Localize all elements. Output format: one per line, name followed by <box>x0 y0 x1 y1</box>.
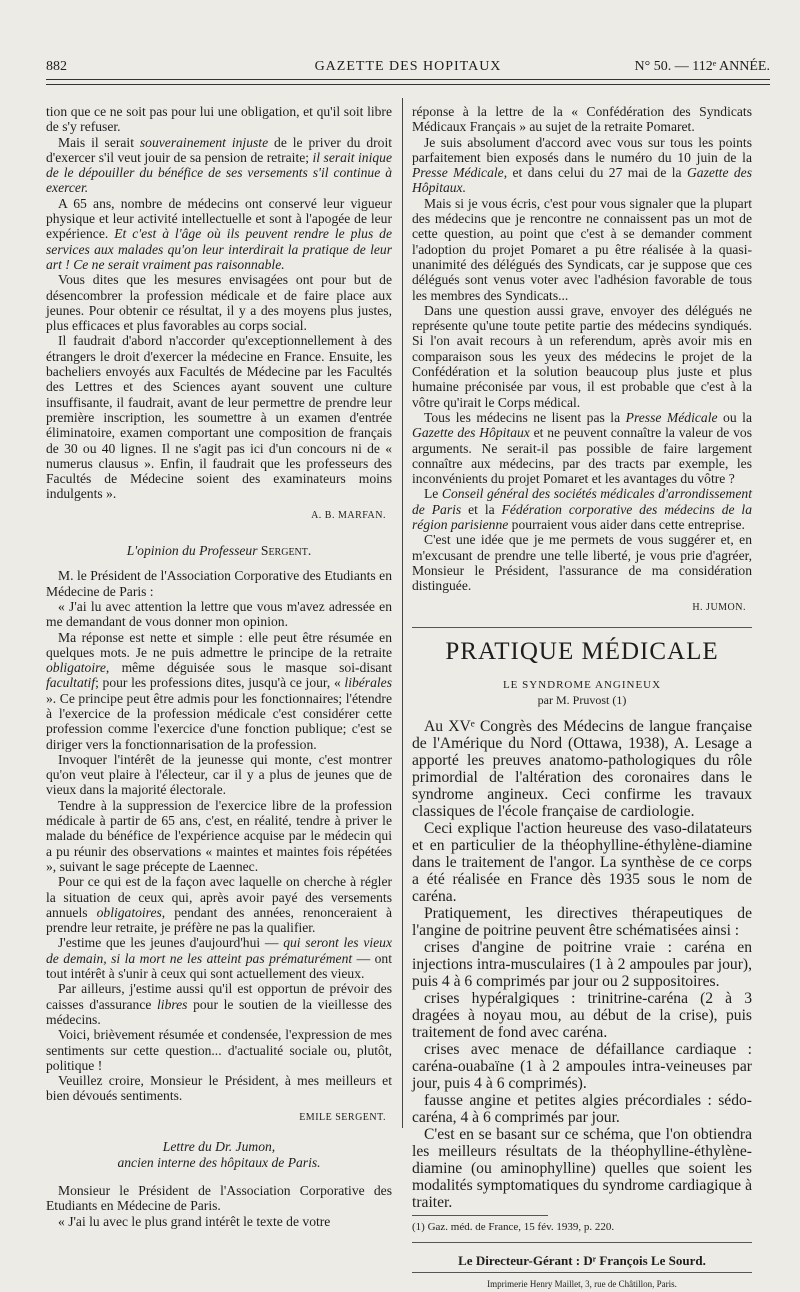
paragraph: A 65 ans, nombre de médecins ont conservé leur vigueur physique et leur activité intellectuelle et sont à l'apogée de leur expérience. Et c'est à l'âge où ils peuvent rendre le plus de services aux malades qu'on leur interdirait la pratique de leur art ! Ce ne serait vraiment pas raisonnable. <box>46 195 392 272</box>
paragraph: C'est une idée que je me permets de vous suggérer et, en m'excusant de prendre une telle liberté, je vous prie d'agréer, Monsieur le Président, l'assurance de ma considération distinguée. <box>412 532 752 594</box>
paragraph: Vous dites que les mesures envisagées ont pour but de désencombrer la profession médicale et de faire place aux jeunes. Pour obtenir ce résultat, il y a des moyens plus justes, plus efficaces et plus favorables au corps social. <box>46 272 392 334</box>
paragraph: Tendre à la suppression de l'exercice libre de la profession médicale à partir de 65 ans, c'est, en réalité, tendre à priver le malade du bénéfice de l'expérience acquise par le médecin qui a pu réunir des observations « maintes et maintes fois répétées », suivant le sage précepte de Laennec. <box>46 797 392 874</box>
paragraph: Mais si je vous écris, c'est pour vous signaler que la plupart des médecins que je rencontre ne connaissent pas un mot de cette question, au point que c'est à se demander comment l'adoption du projet Pomaret a pu être réalisée à la quasi-unanimité des délégués des Syndicats, car je suppose que ces délégués sont venus voter avec l'adhésion favorable de tous les membres des Syndicats... <box>412 195 752 303</box>
paragraph: crises d'angine de poitrine vraie : caréna en injections intra-musculaires (1 à 2 ampoules par jour), puis 4 à 6 comprimés par jour ou 2 suppositoires. <box>412 939 752 991</box>
header-rule-bottom <box>46 84 770 85</box>
left-column <box>46 104 392 1229</box>
paragraph: Par ailleurs, j'estime aussi qu'il est opportun de prévoir des caisses d'assurance libres pour le soutien de la vieillesse des médecins. <box>46 981 392 1027</box>
paragraph: Ma réponse est nette et simple : elle peut être résumée en quelques mots. Je ne puis admettre le principe de la retraite obligatoire, même déguisée sous le masque soi-disant facultatif; pour les professions dites, jusqu'à ce jour, « libérales ». Ce principe peut être admis pour les fonctionnaires; l'étendre à l'exercice de la profession médicale c'est considérer cette profession comme l'exercice d'une fonction publique; c'est se diriger vers la fonctionnarisation de la profession. <box>46 629 392 752</box>
footer-separator <box>412 1242 752 1243</box>
paragraph: Monsieur le Président de l'Association Corporative des Etudiants en Médecine de Paris. <box>46 1183 392 1214</box>
paragraph: fausse angine et petites algies précordiales : sédo-caréna, 4 à 6 comprimés par jour. <box>412 1092 752 1127</box>
printer-line: Imprimerie Henry Maillet, 3, rue de Châtillon, Paris. <box>487 1278 677 1289</box>
page-number: 882 <box>46 59 67 74</box>
paragraph: réponse à la lettre de la « Confédération des Syndicats Médicaux Français » au sujet de la retraite Pomaret. <box>412 104 752 135</box>
paragraph: Le Conseil général des sociétés médicales d'arrondissement de Paris et la Fédération corporative des médecins de la région parisienne pourraient vous aider dans cette entreprise. <box>412 486 753 533</box>
paragraph: Dans une question aussi grave, envoyer des délégués ne représente qu'une toute petite partie des médecins syndiqués. Si l'on avait recours à un referendum, après avoir mis en comparaison sous les yeux des médecins le projet de la Confédération et la solution beaucoup plus juste et plus humaine préconisée par vous, il est probable que c'est à la vôtre qu'irait le Corps médical. <box>412 302 752 410</box>
signature-jumon: H. JUMON. <box>692 601 746 613</box>
right-column <box>412 104 752 1292</box>
paragraph: Au XVᵉ Congrès des Médecins de langue française de l'Amérique du Nord (Ottawa, 1938), A. Lesage a apporté les preuves anatomo-pathologiques du rôle primordial de l'altération des coronaires dans le syndrome angineux. Ceci confirme les travaux classiques de l'école française de cardiologie. <box>412 718 752 821</box>
footnote-rule <box>412 1215 548 1216</box>
paragraph: Veuillez croire, Monsieur le Président, à mes meilleurs et bien dévoués sentiments. <box>46 1073 392 1104</box>
paragraph: « J'ai lu avec attention la lettre que vous m'avez adressée en me demandant de vous donner mon opinion. <box>46 598 392 630</box>
paragraph: « J'ai lu avec le plus grand intérêt le texte de votre <box>58 1213 331 1229</box>
paragraph: Voici, brièvement résumée et condensée, l'expression de mes sentiments sur cette question... d'actualité sociale ou, plutôt, politique ! <box>46 1027 392 1073</box>
paragraph: Invoquer l'intérêt de la jeunesse qui monte, c'est montrer qu'on veut plaire à l'électeur, car il y a plus de jeunes que de vieux dans la majorité électorale. <box>46 751 392 798</box>
journal-title: GAZETTE DES HOPITAUX <box>314 59 502 74</box>
paragraph: M. le Président de l'Association Corporative des Etudiants en Médecine de Paris : <box>46 568 392 599</box>
article-author: par M. Pruvost (1) <box>537 693 627 708</box>
paragraph: J'estime que les jeunes d'aujourd'hui — qui seront les vieux de demain, si la mort ne les atteint pas prématurément — ont tout intérêt à s'unir à ceux qui sont actuellement des vieux. <box>46 935 393 982</box>
paragraph: Pratiquement, les directives thérapeutiques de l'angine de poitrine peuvent être schématisées ainsi : <box>412 905 752 940</box>
signature-sergent: EMILE SERGENT. <box>299 1111 386 1123</box>
paragraph: Tous les médecins ne lisent pas la Presse Médicale ou la Gazette des Hôpitaux et ne peuvent connaître la valeur de vos arguments. Ne serait-il pas possible de faire largement connaître aux médecins, par des tracts par exemple, les inconvénients du projet Pomaret et les avantages du vôtre ? <box>412 409 752 487</box>
paragraph: C'est en se basant sur ce schéma, que l'on obtiendra les meilleurs résultats de la théophylline-éthylène-diamine (ou aminophylline) quelles que soient les modalités symptomatiques du syndrome cardiagique à traiter. <box>412 1126 752 1212</box>
section-subtitle: L'opinion du Professeur Sergent. <box>126 543 312 559</box>
footnote: (1) Gaz. méd. de France, 15 fév. 1939, p. 220. <box>412 1221 615 1234</box>
paragraph: Pour ce qui est de la façon avec laquelle on cherche à régler la situation de ceux qui, après avoir payé des versements annuels obligatoires, pendant des années, renonceraient à prendre leur retraite, je préfère ne pas la qualifier. <box>46 874 392 936</box>
section-title: PRATIQUE MÉDICALE <box>445 637 719 665</box>
paragraph: Ceci explique l'action heureuse des vaso-dilatateurs et en particulier de la théophylline-éthylène-diamine dans le traitement de l'angor. La synthèse de ce corps a été réalisée en France dès 1935 sous le nom de caréna. <box>412 820 752 906</box>
letter-title: Lettre du Dr. Jumon, ancien interne des hôpitaux de Paris. <box>117 1139 321 1170</box>
article-body <box>412 718 752 1211</box>
paragraph: Je suis absolument d'accord avec vous sur tous les points parfaitement bien exposés dans le numéro du 10 juin de la Presse Médicale, et dans celui du 27 mai de la Gazette des Hôpitaux. <box>412 134 753 196</box>
section-separator <box>412 627 752 628</box>
director-line: Le Directeur-Gérant : Dʳ François Le Sourd. <box>458 1252 706 1268</box>
paragraph: crises avec menace de défaillance cardiaque : caréna-ouabaïne (1 à 2 ampoules intra-veineuses par jour, puis 4 à 6 comprimés). <box>412 1041 752 1093</box>
column-divider <box>402 98 403 1128</box>
footer-rule <box>412 1272 752 1273</box>
header-rule-top <box>46 79 770 80</box>
paragraph: Il faudrait d'abord n'accorder qu'exceptionnellement à des étrangers le droit d'exercer la médecine en France. Ensuite, les bacheliers envoyés aux Facultés de Médecine par les Facultés des Lettres et des Sciences ayant souvent une culture insuffisante, il faudrait, avant de leur permettre de prendre leur première inscription, les soumettre à un examen d'entrée éliminatoire, examen comportant une composition de français de 30 ou 40 lignes. Il ne s'agit pas ici d'un concours ni de « numerus clausus ». Enfin, il faudrait que les professeurs des Facultés de Médecine soient des examinateurs moins indulgents ». <box>46 333 392 502</box>
signature-marfan: A. B. MARFAN. <box>311 509 386 521</box>
page-header <box>46 57 770 77</box>
paragraph: crises hypéralgiques : trinitrine-caréna (2 à 3 dragées à noyau mou, au début de la crise), puis traitement de fond avec caréna. <box>412 990 752 1042</box>
article-title: LE SYNDROME ANGINEUX <box>502 678 662 691</box>
paragraph: tion que ce ne soit pas pour lui une obligation, et qu'il soit libre de s'y refuser. <box>46 104 392 135</box>
paragraph: Mais il serait souverainement injuste de le priver du droit d'exercer s'il veut jouir de sa pension de retraite; il serait inique de le dépouiller du bénéfice de ses versements s'il continue à exercer. <box>46 134 393 196</box>
issue-number: N° 50. — 112ᵉ ANNÉE. <box>634 59 770 74</box>
